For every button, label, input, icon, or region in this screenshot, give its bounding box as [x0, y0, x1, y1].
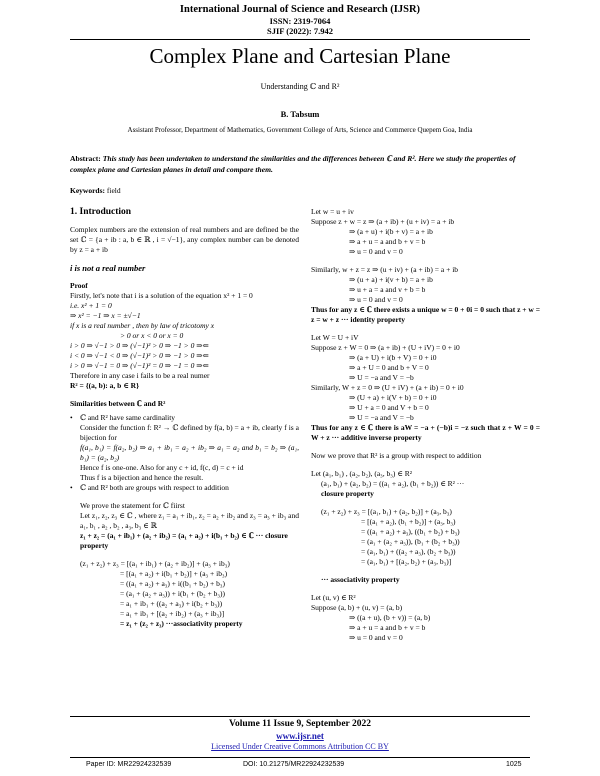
- eq-line: Similarly, W + z = 0 ⇒ (U + iV) + (a + ib) = 0 + i0: [311, 383, 464, 392]
- eq-line: ⇒ a + u = a and b + v = b: [349, 623, 426, 632]
- paper-subtitle: Understanding ℂ and R²: [260, 82, 340, 91]
- proof-line: ⇒ x² = −1 ⇒ x = ±√−1: [70, 311, 141, 320]
- eq-line: ⇒ a + u = a and b + v = b: [349, 237, 426, 246]
- bullet-body-line: Consider the function f: R² → ℂ defined by f(a, b) = a + ib, clearly f is a bijection for: [80, 423, 299, 442]
- eq-line: = ((a₁ + a₂) + a₃), ((b₁ + b₂) + b₃): [361, 527, 460, 536]
- eq-line: Similarly, w + z = z ⇒ (u + iv) + (a + ib) = a + ib: [311, 265, 459, 274]
- eq-line: ⇒ ((a + u), (b + v)) = (a, b): [349, 613, 431, 622]
- bullet-cardinality: • ℂ and R² have same cardinality: [70, 413, 299, 423]
- assoc-line: = ((a₁ + a₂) + a₃) + i((b₁ + b₂) + b₃): [120, 579, 225, 588]
- inverse-property: Thus for any z ∈ ℂ there is aW = −a + (−b)i = −z such that z + W = 0 = W + z ··· additive inverse property: [311, 423, 540, 442]
- footer-license-link[interactable]: Licensed Under Creative Commons Attribution CC BY: [211, 742, 389, 751]
- eq-line: = (a₁ + (a₂ + a₃)), (b₁ + (b₂ + b₃)): [361, 537, 460, 546]
- proof-line: if x is a real number , then by law of tricotomy x: [70, 321, 215, 330]
- assoc-line: = a₁ + ib₁ + [(a₂ + ib₂) + (a₃ + ib₃)]: [120, 609, 225, 618]
- abstract-label: Abstract:: [70, 154, 101, 163]
- closure-label: closure property: [321, 489, 374, 498]
- similarities-heading: Similarities between ℂ and R²: [70, 399, 166, 408]
- eq-line: ⇒ u = 0 and v = 0: [349, 633, 403, 642]
- let-line: Let z₁, z₂, z₃ ∈ ℂ , where z₁ = a₁ + ib₁, z₂ = a₂ + ib₂ and z₃ = a₃ + ib₃ and a₁, b₁ , a₂ , b₂ , a₃, b₃ ∈ ℝ: [80, 511, 299, 530]
- eq-line: ⇒ a + U = 0 and b + V = 0: [349, 363, 429, 372]
- eq-line: Let w = u + iv: [311, 207, 354, 216]
- keywords-label: Keywords:: [70, 186, 105, 195]
- proof-line: Therefore in any case i fails to be a real numer: [70, 371, 210, 380]
- header-rule: [70, 39, 530, 40]
- eq-line: Suppose z + W = 0 ⇒ (a + ib) + (U + iV) = 0 + i0: [311, 343, 460, 352]
- intro-paragraph: Complex numbers are the extension of real numbers and are defined be the set ℂ = {a + ib : a, b ∈ ℝ , i = √−1}, any complex number can be denoted by z = a + ib: [70, 225, 299, 254]
- assoc-line: = [(a₁ + a₂) + i(b₁ + b₂)] + (a₃ + ib₃): [120, 569, 228, 578]
- journal-header: [0, 5, 600, 37]
- proof-label: Proof: [70, 281, 88, 290]
- eq-line: ⇒ U + a = 0 and V + b = 0: [349, 403, 429, 412]
- footer-rule: [70, 716, 530, 717]
- footer-doi: DOI: 10.21275/MR22924232539: [243, 761, 345, 768]
- journal-sjif: SJIF (2022): 7.942: [266, 26, 334, 36]
- right-column: [311, 207, 540, 643]
- assoc-line: = z₁ + (z₂ + z₃) ···associativity property: [120, 619, 243, 628]
- eq-line: ⇒ (U + a) + i(V + b) = 0 + i0: [349, 393, 437, 402]
- associativity-label: ··· associativity property: [321, 575, 400, 584]
- author-affiliation: Assistant Professor, Department of Mathematics, Government College of Arts, Science and Commerce Quepem Goa, India: [127, 126, 473, 134]
- eq-line: (z₁ + z₂) + z₃ = [(a₁, b₁) + (a₂, b₂)] + (a₃, b₃): [321, 507, 452, 516]
- eq-line: Let (u, v) ∈ R²: [311, 593, 356, 602]
- eq-line: Suppose z + w = z ⇒ (a + ib) + (u + iv) = a + ib: [311, 217, 455, 226]
- section-heading-introduction: 1. Introduction: [70, 207, 132, 217]
- prove-intro: We prove the statement for ℂ fiirst: [80, 501, 185, 510]
- assoc-line: = (a₁ + (a₂ + a₃)) + i(b₁ + (b₂ + b₃)): [120, 589, 225, 598]
- keywords-text: field: [106, 186, 121, 195]
- identity-property: Thus for any z ∈ ℂ there exists a unique w = 0 + 0i = 0 such that z + w = z = w + z ··· identity property: [311, 305, 540, 324]
- footer-paper-id: Paper ID: MR22924232539: [86, 761, 172, 768]
- eq-line: ⇒ u = 0 and v = 0: [349, 247, 403, 256]
- abstract-text: This study has been undertaken to understand the similarities and the differences between ℂ and R². Here we study the properties of complex plane and Cartesian planes in detail and compare them.: [70, 154, 516, 174]
- assoc-line: (z₁ + z₂) + z₃ = [(a₁ + ib₁) + (a₂ + ib₂)] + (a₃ + ib₃): [80, 559, 230, 568]
- footer-url-link[interactable]: www.ijsr.net: [276, 731, 324, 741]
- eq-line: Let W = U + iV: [311, 333, 359, 342]
- proof-line: Firstly, let's note that i is a solution of the equation x² + 1 = 0: [70, 291, 253, 300]
- eq-line: ⇒ U = −a and V = −b: [349, 413, 414, 422]
- eq-line: Suppose (a, b) + (u, v) = (a, b): [311, 603, 403, 612]
- footer-volume: Volume 11 Issue 9, September 2022: [229, 719, 371, 729]
- eq-line: ⇒ u + a = a and v + b = b: [349, 285, 426, 294]
- eq-line: = (a₁, b₁) + [(a₂, b₂) + (a₃, b₃)]: [361, 557, 452, 566]
- proof-line: i.e. x² + 1 = 0: [70, 301, 112, 310]
- footer-bottom-rule: [70, 757, 530, 758]
- bullet-body-line: f(a₁, b₁) = f(a₂, b₂) ⇒ a₁ + ib₁ = a₂ + ib₂ ⇒ a₁ = a₂ and b₁ = b₂ ⇒ (a₁, b₁) = (a₂, b₂): [80, 443, 299, 462]
- eq-line: ⇒ u = 0 and v = 0: [349, 295, 403, 304]
- paper-title: Complex Plane and Cartesian Plane: [149, 44, 451, 68]
- eq-line: ⇒ (u + a) + i(v + b) = a + ib: [349, 275, 433, 284]
- paper-author: B. Tabsum: [280, 109, 320, 119]
- bullet-groups: • ℂ and R² both are groups with respect to addition: [70, 483, 299, 493]
- journal-issn: ISSN: 2319-7064: [269, 15, 331, 26]
- left-column: [70, 207, 299, 629]
- assoc-line: = a₁ + ib₁ + ((a₂ + a₃) + i(b₂ + b₃)): [120, 599, 223, 608]
- let-line: z₁ + z₂ = (a₁ + ib₁) + (a₂ + ib₂) = (a₁ + a₂) + i(b₁ + b₂) ∈ ℂ ··· closure property: [80, 531, 288, 550]
- r2-group-statement: Now we prove that R² is a group with respect to addition: [311, 451, 482, 460]
- proof-line: > 0 or x < 0 or x = 0: [120, 331, 184, 340]
- proof-line: i > 0 ⇒ √−1 = 0 ⇒ (√−1)² = 0 ⇒ −1 = 0 ⇒⇐: [70, 361, 209, 370]
- eq-line: (a₁, b₁) + (a₂, b₂) = ((a₁ + a₂), (b₁ + b₂)) ∈ R² ···: [321, 479, 465, 488]
- bullet-body-line: Hence f is one-one. Also for any c + id, f(c, d) = c + id: [80, 463, 244, 472]
- heading-i-not-real: i is not a real number: [70, 263, 146, 273]
- eq-line: ⇒ U = −a and V = −b: [349, 373, 414, 382]
- eq-line: = (a₁, b₁) + ((a₂ + a₃), (b₂ + b₃)): [361, 547, 456, 556]
- eq-line: = [(a₁ + a₂), (b₁ + b₂)] + (a₃, b₃): [361, 517, 456, 526]
- keywords: [70, 186, 121, 195]
- footer-page-number: 1025: [506, 761, 522, 768]
- proof-line: i > 0 ⇒ √−1 > 0 ⇒ (√−1)² > 0 ⇒ −1 > 0 ⇒⇐: [70, 341, 209, 350]
- abstract: [70, 153, 530, 175]
- proof-line: R² = {(a, b): a, b ∈ R}: [70, 381, 140, 390]
- eq-line: Let (a₁, b₁) , (a₂, b₂), (a₃, b₃) ∈ R²: [311, 469, 412, 478]
- eq-line: ⇒ (a + U) + i(b + V) = 0 + i0: [349, 353, 437, 362]
- proof-line: i < 0 ⇒ √−1 < 0 ⇒ (√−1)² > 0 ⇒ −1 > 0 ⇒⇐: [70, 351, 209, 360]
- eq-line: ⇒ (a + u) + i(b + v) = a + ib: [349, 227, 433, 236]
- journal-name: International Journal of Science and Research (IJSR): [179, 4, 421, 15]
- bullet-body-line: Thus f is a bijection and hence the result.: [80, 473, 204, 482]
